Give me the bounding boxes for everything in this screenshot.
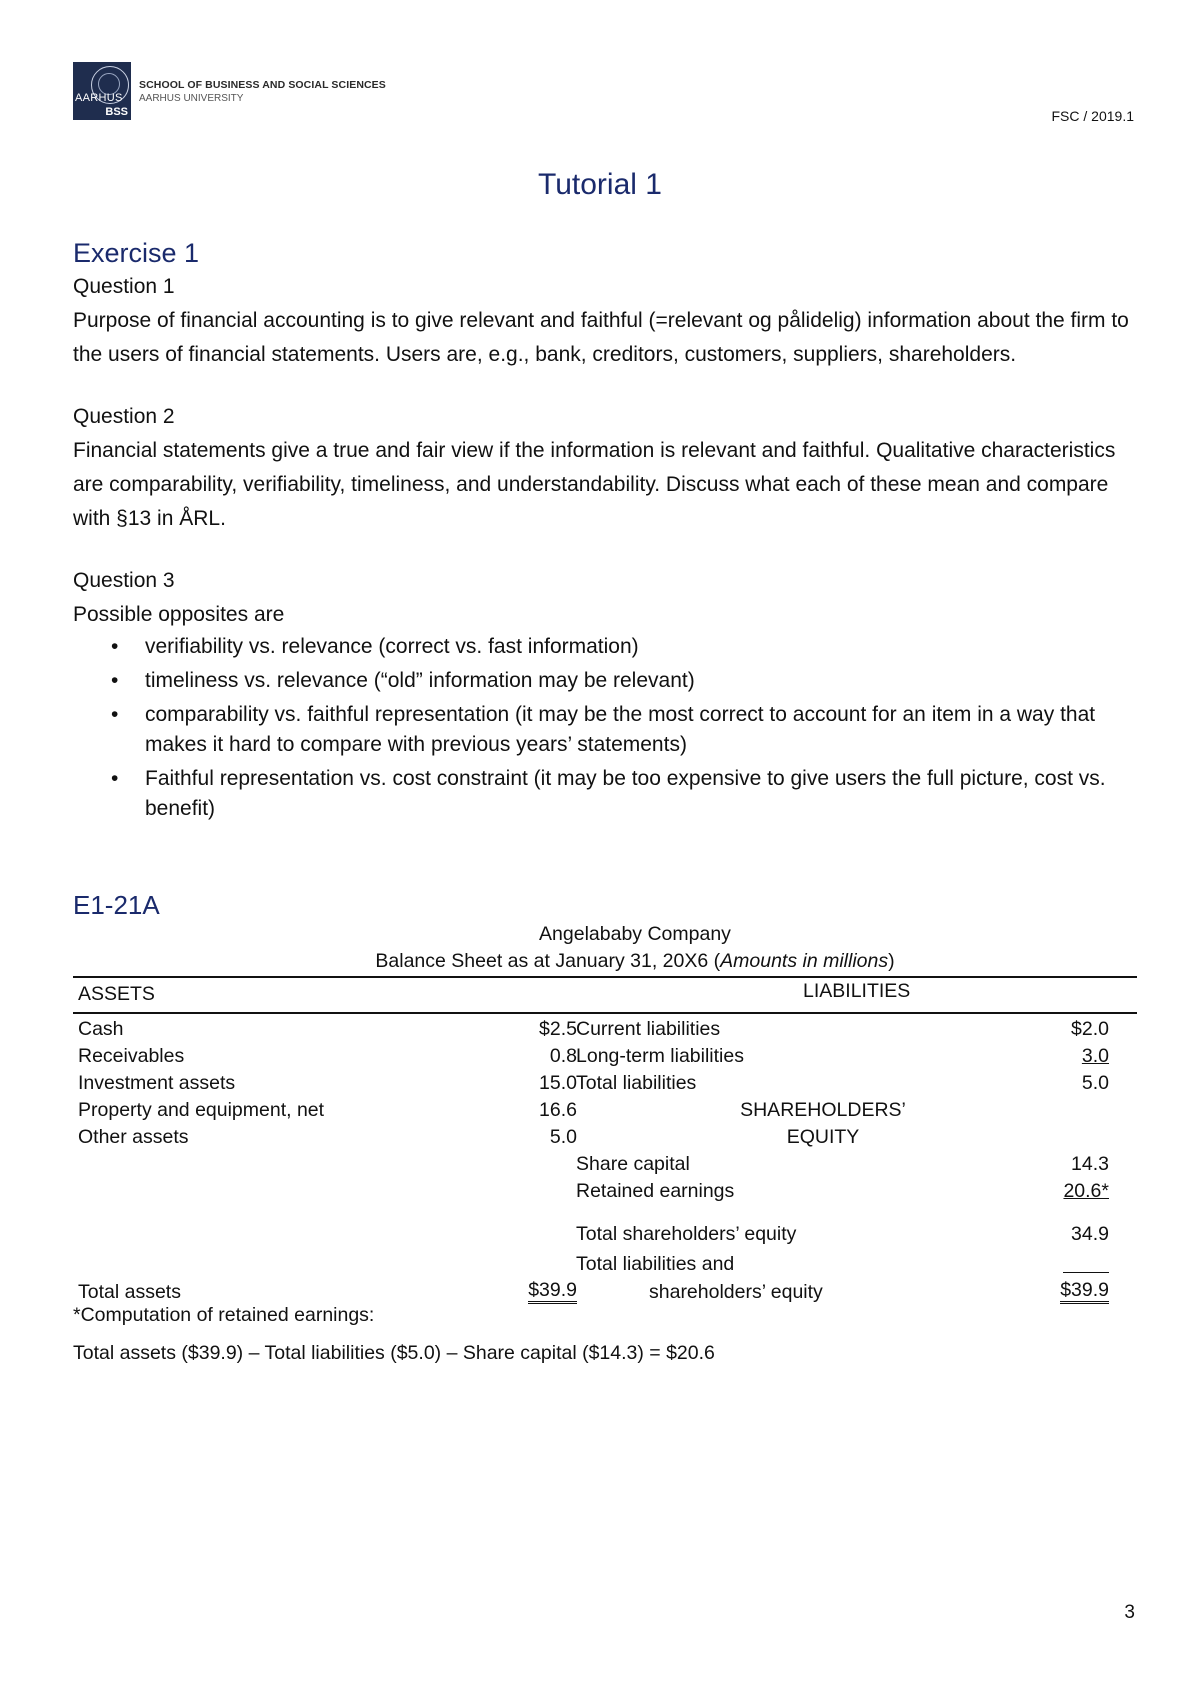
retained-earnings-formula: Total assets ($39.9) – Total liabilities ($5.0) – Share capital ($14.3) = $20.6	[73, 1342, 715, 1364]
asset-label: Property and equipment, net	[78, 1099, 325, 1121]
column-headers	[73, 978, 1137, 1012]
list-item: • Faithful representation vs. cost constraint (it may be too expensive to give users the full picture, cost vs. benefit)	[145, 764, 1133, 824]
liability-label: Current liabilities	[576, 1018, 721, 1040]
liabilities-header: LIABILITIES	[803, 980, 911, 1002]
asset-label: Other assets	[78, 1126, 189, 1148]
assets-header: ASSETS	[78, 983, 155, 1005]
page-title: Tutorial 1	[538, 168, 662, 201]
liability-value: $2.0	[1071, 1018, 1109, 1040]
retained-earnings-footnote: *Computation of retained earnings:	[73, 1304, 375, 1326]
liability-value: 3.0	[1081, 1045, 1109, 1067]
equity-label: Retained earnings	[576, 1180, 735, 1202]
equity-label: Share capital	[576, 1153, 690, 1175]
logo-aarhus-text: AARHUS	[75, 92, 123, 104]
total-rule	[1063, 1272, 1109, 1273]
list-item: • timeliness vs. relevance (“old” information may be relevant)	[145, 666, 1133, 696]
asset-value: 16.6	[539, 1099, 577, 1121]
equity-header-line-2: EQUITY	[786, 1126, 860, 1148]
balance-sheet-title: Balance Sheet as at January 31, 20X6 (Amounts in millions)	[375, 950, 895, 972]
company-name: Angelababy Company	[539, 923, 731, 945]
total-le-value: $39.9	[1060, 1279, 1109, 1304]
equity-value: 14.3	[1071, 1153, 1109, 1175]
exercise-1-section	[73, 236, 1133, 828]
logo-text	[139, 79, 386, 104]
exercise-1-heading: Exercise 1	[73, 238, 200, 268]
asset-label: Investment assets	[78, 1072, 236, 1094]
school-name: SCHOOL OF BUSINESS AND SOCIAL SCIENCES	[139, 78, 386, 91]
asset-label: Receivables	[78, 1045, 185, 1067]
bullet-icon: •	[111, 703, 119, 726]
liability-label: Long-term liabilities	[576, 1045, 744, 1067]
total-le-label-1: Total liabilities and	[576, 1253, 735, 1275]
logo-bss-text: BSS	[105, 106, 128, 118]
equity-header-line-1: SHAREHOLDERS’	[740, 1099, 906, 1121]
asset-value: $2.5	[539, 1018, 577, 1040]
opposites-list	[73, 632, 1133, 824]
e1-21a-heading: E1-21A	[73, 890, 160, 920]
logo-mark	[73, 62, 131, 120]
total-assets-label: Total assets	[78, 1281, 181, 1303]
asset-value: 15.0	[539, 1072, 577, 1094]
question-3-intro: Possible opposites are	[73, 603, 285, 626]
university-name: AARHUS UNIVERSITY	[139, 92, 244, 104]
list-item: • verifiability vs. relevance (correct vs. fast information)	[145, 632, 1133, 662]
asset-value: 0.8	[549, 1045, 577, 1067]
bullet-icon: •	[111, 767, 119, 790]
total-equity-value: 34.9	[1071, 1223, 1109, 1245]
bullet-icon: •	[111, 635, 119, 658]
balance-sheet-body	[73, 1014, 1137, 1314]
total-assets-value: $39.9	[528, 1279, 577, 1304]
question-2-label: Question 2	[73, 405, 175, 428]
total-le-label-2: shareholders’ equity	[649, 1281, 823, 1303]
liability-value: 5.0	[1081, 1072, 1109, 1094]
liability-label: Total liabilities	[576, 1072, 697, 1094]
question-1-text: Purpose of financial accounting is to give relevant and faithful (=relevant og pålidelig) information about the firm to the users of financial statements. Users are, e.g., bank, creditors, customers, suppliers, shareholders.	[73, 309, 1129, 366]
balance-sheet	[73, 920, 1137, 1314]
equity-value: 20.6*	[1063, 1180, 1109, 1202]
question-2-text: Financial statements give a true and fair view if the information is relevant and faithful. Qualitative characteristics are comparability, verifiability, timeliness, and understandability. Discuss what each of these mean and compare with §13 in ÅRL.	[73, 439, 1116, 530]
asset-label: Cash	[78, 1018, 124, 1040]
list-item: • comparability vs. faithful representation (it may be the most correct to account for an item in a way that makes it hard to compare with previous years’ statements)	[145, 700, 1133, 760]
question-1-label: Question 1	[73, 275, 175, 298]
page-number: 3	[1124, 1602, 1135, 1623]
asset-value: 5.0	[549, 1126, 577, 1148]
document-code: FSC / 2019.1	[1051, 108, 1134, 124]
total-equity-label: Total shareholders’ equity	[576, 1223, 797, 1245]
question-3-label: Question 3	[73, 569, 175, 592]
aarhus-bss-logo	[73, 62, 386, 120]
bullet-icon: •	[111, 669, 119, 692]
